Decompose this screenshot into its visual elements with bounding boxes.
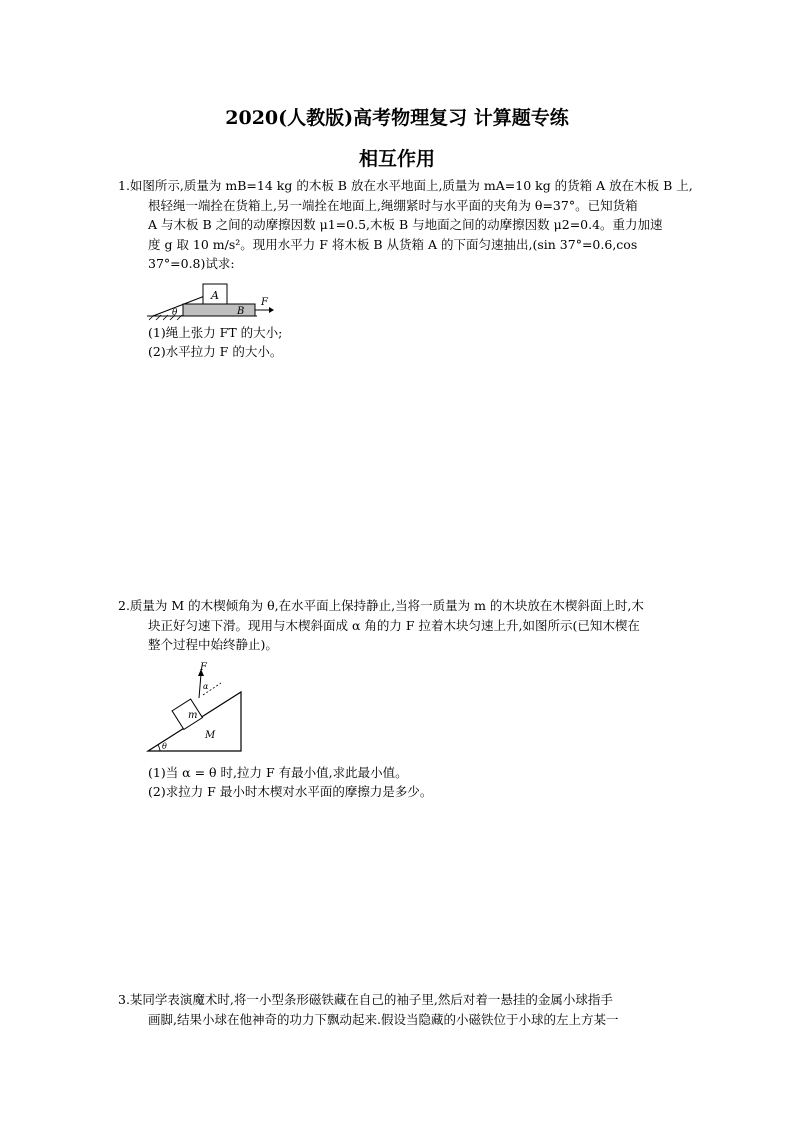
question-1-figure — [145, 278, 275, 322]
force-arrow — [199, 674, 201, 698]
question-2-part-1: (1)当 α = θ 时,拉力 F 有最小值,求此最小值。 — [148, 765, 408, 780]
board-b-label: B — [237, 306, 245, 317]
box-a-label: A — [211, 289, 219, 302]
question-2 — [118, 596, 700, 655]
question-1-line: 37°=0.8)试求: — [148, 256, 235, 271]
page-title: 2020(人教版)高考物理复习 计算题专练 — [225, 107, 569, 129]
question-3-line: 画脚,结果小球在他神奇的功力下飘动起来.假设当隐藏的小磁铁位于小球的左上方某一 — [148, 1011, 619, 1027]
force-arrowhead — [269, 307, 274, 313]
question-3-line: 3.某同学表演魔术时,将一小型条形磁铁藏在自己的袖子里,然后对着一悬挂的金属小球指手 — [118, 992, 613, 1007]
question-2-figure — [145, 660, 247, 754]
question-2-part-2: (2)求拉力 F 最小时木楔对水平面的摩擦力是多少。 — [148, 784, 433, 799]
force-label: F — [261, 297, 268, 308]
question-1-line: 根轻绳一端拴在货箱上,另一端拴在地面上,绳绷紧时与水平面的夹角为 θ=37°。已知货箱 — [148, 197, 638, 213]
angle-label: θ — [172, 308, 178, 318]
question-2-line: 整个过程中始终静止)。 — [148, 637, 278, 652]
alpha-label: α — [203, 682, 209, 691]
section-title: 相互作用 — [358, 148, 435, 170]
question-1-line: A 与木板 B 之间的动摩擦因数 μ1=0.5,木板 B 与地面之间的动摩擦因数 μ2=0.4。重力加速 — [148, 217, 663, 232]
question-1-line: 度 g 取 10 m/s²。现用水平力 F 将木板 B 从货箱 A 的下面匀速抽出,(sin 37°=0.6,cos — [148, 236, 638, 252]
question-2-line: 块正好匀速下滑。现用与木楔斜面成 α 角的力 F 拉着木块匀速上升,如图所示(已知木楔在 — [148, 617, 640, 633]
question-1-part-1: (1)绳上张力 FT 的大小; — [148, 325, 283, 340]
force-label: F — [200, 662, 207, 673]
question-3 — [118, 990, 700, 1029]
question-1 — [118, 176, 700, 274]
wedge-label: M — [205, 730, 216, 741]
question-2-line: 2.质量为 M 的木楔倾角为 θ,在水平面上保持静止,当将一质量为 m 的木块放在木楔斜面上时,木 — [118, 598, 644, 613]
block-label: m — [188, 710, 198, 721]
angle-label: θ — [162, 742, 167, 751]
question-1-part-2: (2)水平拉力 F 的大小。 — [148, 344, 283, 359]
question-1-line: 1.如图所示,质量为 mB=14 kg 的木板 B 放在水平地面上,质量为 mA=10 kg 的货箱 A 放在木板 B 上, — [118, 178, 693, 193]
